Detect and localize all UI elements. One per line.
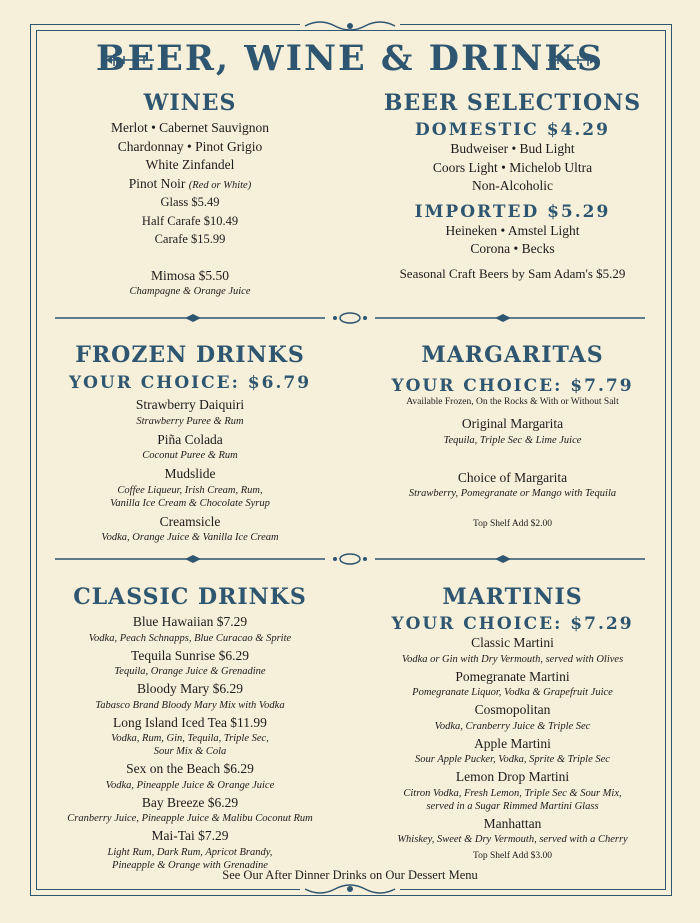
- section-divider: [55, 312, 645, 324]
- drink-desc: Vodka, Peach Schnapps, Blue Curacao & Sprite: [88, 632, 292, 644]
- drink-name: Mudslide: [164, 466, 216, 481]
- drink-desc: Sour Apple Pucker, Vodka, Sprite & Triple Sec: [415, 754, 610, 765]
- mimosa-name: Mimosa $5.50: [150, 267, 229, 283]
- drink-name: Piña Colada: [157, 431, 223, 447]
- drink-name: Creamsicle: [159, 513, 221, 529]
- beer-section: [370, 90, 655, 283]
- top-ornament: [300, 18, 400, 34]
- pinot-name: Pinot Noir: [128, 175, 186, 191]
- beer-line: Budweiser • Bud Light: [450, 141, 575, 156]
- drink-name: Pomegranate Martini: [455, 668, 570, 684]
- drink-desc: Vanilla Ice Cream & Chocolate Syrup: [110, 497, 270, 509]
- wine-line: White Zinfandel: [145, 157, 235, 172]
- footer-note: [0, 866, 700, 885]
- drink-desc: Tabasco Brand Bloody Mary Mix with Vodka: [95, 699, 285, 711]
- drink-desc: Sour Mix & Cola: [153, 746, 227, 757]
- drink-desc: Vodka or Gin with Dry Vermouth, served with Olives: [401, 653, 624, 665]
- drink-desc: Tequila, Orange Juice & Grenadine: [114, 666, 266, 677]
- drink-desc: served in a Sugar Rimmed Martini Glass: [426, 800, 599, 812]
- drink-name: Bay Breeze $6.29: [141, 794, 239, 810]
- drink-desc: Tequila, Triple Sec & Lime Juice: [443, 434, 582, 446]
- drink-name: Manhattan: [483, 815, 542, 831]
- top-shelf-note: Top Shelf Add $2.00: [472, 519, 553, 529]
- drink-desc: Coffee Liqueur, Irish Cream, Rum,: [117, 484, 263, 496]
- pinot-note: (Red or White): [188, 179, 252, 191]
- beer-line: Heineken • Amstel Light: [445, 222, 580, 238]
- drink-desc: Coconut Puree & Rum: [142, 450, 238, 461]
- frozen-section: [60, 342, 320, 544]
- classic-heading: CLASSIC DRINKS: [73, 584, 307, 610]
- wine-line: Chardonnay • Pinot Grigio: [117, 138, 263, 154]
- drink-name: Sex on the Beach $6.29: [126, 761, 254, 776]
- frozen-heading: FROZEN DRINKS: [75, 342, 305, 368]
- frozen-choice: YOUR CHOICE: $6.79: [68, 373, 312, 393]
- wine-price: Half Carafe $10.49: [141, 213, 239, 228]
- drink-desc: Light Rum, Dark Rum, Apricot Brandy,: [107, 846, 273, 858]
- martinis-section: [370, 584, 655, 863]
- drink-desc: Vodka, Orange Juice & Vanilla Ice Cream: [101, 532, 279, 543]
- pinot-line: [60, 175, 320, 194]
- drink-desc: Vodka, Cranberry Juice & Triple Sec: [434, 720, 591, 732]
- classic-section: [45, 584, 335, 872]
- drink-desc: Strawberry, Pomegranate or Mango with Tequila: [408, 488, 617, 499]
- imported-heading: IMPORTED $5.29: [414, 201, 611, 222]
- drink-desc: Citron Vodka, Fresh Lemon, Triple Sec & Sour Mix,: [403, 787, 622, 799]
- drink-name: Lemon Drop Martini: [455, 769, 570, 784]
- mimosa-desc: Champagne & Orange Juice: [129, 286, 251, 297]
- beer-line: Coors Light • Michelob Ultra: [432, 159, 593, 175]
- drink-desc: Pineapple & Orange with Grenadine: [112, 859, 268, 871]
- drink-name: Cosmopolitan: [474, 702, 551, 717]
- margaritas-section: [370, 342, 655, 531]
- drink-name: Tequila Sunrise $6.29: [131, 647, 249, 663]
- drink-name: Apple Martini: [474, 735, 551, 751]
- drink-desc: Cranberry Juice, Pineapple Juice & Malibu Coconut Rum: [67, 813, 313, 824]
- drink-desc: Pomegranate Liquor, Vodka & Grapefruit Juice: [412, 687, 613, 698]
- section-divider: [55, 553, 645, 565]
- page-title: BEER, WINE & DRINKS: [95, 38, 605, 79]
- margaritas-note: Available Frozen, On the Rocks & With or Without Salt: [406, 397, 619, 407]
- margaritas-choice: YOUR CHOICE: $7.79: [391, 376, 634, 396]
- drink-name: Original Margarita: [461, 416, 564, 431]
- wine-line: Merlot • Cabernet Sauvignon: [110, 120, 270, 135]
- wine-price: Glass $5.49: [160, 195, 220, 209]
- drink-name: Strawberry Daiquiri: [135, 397, 245, 412]
- drink-desc: Vodka, Rum, Gin, Tequila, Triple Sec,: [111, 733, 269, 744]
- wine-price: Carafe $15.99: [154, 232, 226, 246]
- drink-name: Bloody Mary $6.29: [136, 681, 244, 696]
- drink-name: Long Island Iced Tea $11.99: [113, 714, 267, 730]
- martinis-choice: YOUR CHOICE: $7.29: [391, 614, 634, 634]
- drink-desc: Strawberry Puree & Rum: [136, 415, 244, 427]
- domestic-heading: DOMESTIC $4.29: [415, 120, 610, 140]
- drink-desc: Vodka, Pineapple Juice & Orange Juice: [105, 779, 275, 791]
- margaritas-heading: MARGARITAS: [421, 342, 604, 368]
- beer-heading: BEER SELECTIONS: [383, 90, 642, 116]
- drink-desc: Whiskey, Sweet & Dry Vermouth, served with a Cherry: [397, 834, 628, 845]
- top-shelf-note: Top Shelf Add $3.00: [472, 851, 553, 861]
- drink-name: Classic Martini: [471, 635, 554, 650]
- footer-text: See Our After Dinner Drinks on Our Dessert Menu: [222, 868, 478, 882]
- drink-name: Blue Hawaiian $7.29: [132, 614, 248, 629]
- martinis-heading: MARTINIS: [442, 584, 583, 610]
- beer-line: Corona • Becks: [470, 241, 555, 256]
- drink-name: Mai-Tai $7.29: [151, 828, 229, 843]
- wines-section: [60, 90, 320, 298]
- wines-heading: WINES: [143, 90, 237, 116]
- drink-name: Choice of Margarita: [457, 469, 568, 485]
- beer-line: Non-Alcoholic: [472, 178, 553, 193]
- seasonal-line: Seasonal Craft Beers by Sam Adam's $5.29: [399, 265, 626, 281]
